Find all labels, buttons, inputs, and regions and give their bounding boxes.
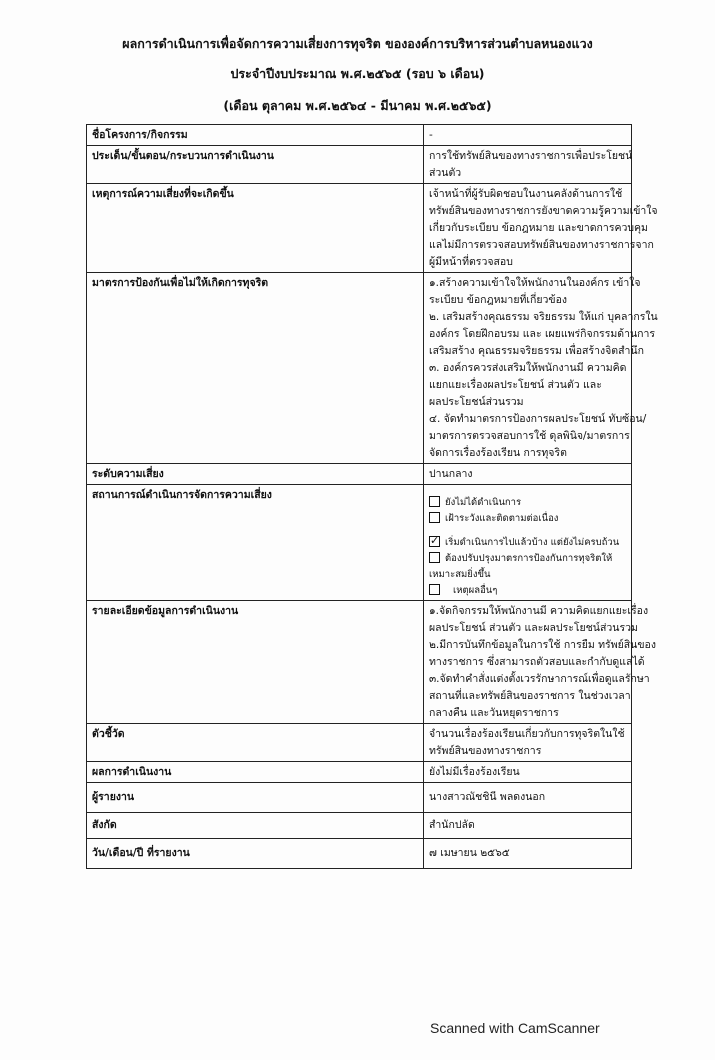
text-line: การใช้ทรัพย์สินของทางราชการเพื่อประโยชน์ — [429, 150, 633, 162]
checkbox-unchecked-icon[interactable] — [429, 584, 440, 595]
label-result: ผลการดำเนินงาน — [87, 762, 424, 783]
text-line: แลไม่มีการตรวจสอบทรัพย์สินของทางราชการจาก — [429, 239, 654, 251]
row-project — [87, 125, 632, 146]
text-line: จัดการเรื่องร้องเรียน การทุจริต — [429, 447, 567, 459]
checkbox-unchecked-icon[interactable] — [429, 512, 440, 523]
text-line: เจ้าหน้าที่ผู้รับผิดชอบในงานคลังด้านการใช้ — [429, 188, 623, 200]
text-line: ๓.จัดทำคำสั่งแต่งตั้งเวรรักษาการณ์เพื่อดูแลรักษา — [429, 673, 650, 685]
row-report-date — [87, 839, 632, 869]
text-line: องค์กร โดยฝึกอบรม และ เผยแพร่กิจกรรมด้านการ — [429, 328, 656, 340]
checkbox-unchecked-icon[interactable] — [429, 496, 440, 507]
label-reporter: ผู้รายงาน — [87, 783, 424, 813]
label-details: รายละเอียดข้อมูลการดำเนินงาน — [87, 601, 424, 724]
option-label: เหมาะสมยิ่งขึ้น — [429, 569, 491, 580]
value-issue — [424, 146, 632, 184]
row-status — [87, 485, 632, 601]
row-prevention — [87, 273, 632, 464]
text-line: ระเบียบ ข้อกฎหมายที่เกี่ยวข้อง — [429, 294, 567, 306]
label-risk-event: เหตุการณ์ความเสี่ยงที่จะเกิดขึ้น — [87, 184, 424, 273]
value-risk-event — [424, 184, 658, 273]
label-prevention: มาตรการป้องกันเพื่อไม่ให้เกิดการทุจริต — [87, 273, 424, 464]
checkbox-unchecked-icon[interactable] — [429, 552, 440, 563]
label-project: ชื่อโครงการ/กิจกรรม — [87, 125, 424, 146]
row-affiliation — [87, 813, 632, 839]
status-option-partially-done[interactable] — [429, 535, 626, 551]
status-option-improve-measures-cont — [429, 567, 626, 583]
label-status: สถานการณ์ดำเนินการจัดการความเสี่ยง — [87, 485, 424, 601]
status-option-improve-measures[interactable] — [429, 551, 626, 567]
label-affiliation: สังกัด — [87, 813, 424, 839]
value-project: - — [424, 125, 632, 146]
risk-report-table — [86, 124, 658, 869]
option-label: เริ่มดำเนินการไปแล้วบ้าง แต่ยังไม่ครบถ้วน — [445, 537, 620, 548]
value-details — [424, 601, 656, 724]
text-line: ผู้มีหน้าที่ตรวจสอบ — [429, 256, 513, 268]
text-line: ๑.จัดกิจกรรมให้พนักงานมี ความคิดแยกแยะเรื่อง — [429, 605, 649, 617]
value-indicator — [424, 724, 632, 762]
checkbox-checked-icon[interactable] — [429, 536, 440, 547]
status-option-monitoring[interactable] — [429, 511, 626, 527]
row-risk-level — [87, 464, 632, 485]
row-details — [87, 601, 632, 724]
text-line: ๓. องค์กรควรส่งเสริมให้พนักงานมี ความคิด — [429, 362, 627, 374]
row-reporter — [87, 783, 632, 813]
value-reporter: นางสาวณัชชินี พลดงนอก — [424, 783, 632, 813]
text-line: ๑.สร้างความเข้าใจให้พนักงานในองค์กร เข้าใจ — [429, 277, 641, 289]
text-line: ผลประโยชน์ส่วนรวม — [429, 396, 524, 408]
text-line: ส่วนตัว — [429, 167, 462, 179]
text-line: จำนวนเรื่องร้องเรียนเกี่ยวกับการทุจริตในใช้ — [429, 728, 625, 740]
row-risk-event — [87, 184, 632, 273]
title-line-1: ผลการดำเนินการเพื่อจัดการความเสี่ยงการทุจริต ขององค์การบริหารส่วนตำบลหนองแวง — [122, 36, 593, 51]
status-options — [429, 487, 626, 599]
option-label: เฝ้าระวังและติดตามต่อเนื่อง — [445, 513, 559, 524]
option-label: ต้องปรับปรุงมาตรการป้องกันการทุจริตให้ — [445, 553, 613, 564]
text-line: ผลประโยชน์ ส่วนตัว และผลประโยชน์ส่วนรวม — [429, 622, 638, 634]
text-line: ทางราชการ ซึ่งสามารถตัวสอบและกำกับดูแลได้ — [429, 656, 645, 668]
label-indicator: ตัวชี้วัด — [87, 724, 424, 762]
title-line-2: ประจำปีงบประมาณ พ.ศ.๒๕๖๕ (รอบ ๖ เดือน) — [230, 66, 485, 81]
text-line: ทรัพย์สินของทางราชการ — [429, 745, 542, 757]
value-report-date: ๗ เมษายน ๒๕๖๕ — [424, 839, 632, 869]
label-risk-level: ระดับความเสี่ยง — [87, 464, 424, 485]
camscanner-watermark: Scanned with CamScanner — [430, 1020, 600, 1036]
title-line-3: (เดือน ตุลาคม พ.ศ.๒๕๖๔ - มีนาคม พ.ศ.๒๕๖๕) — [223, 98, 492, 113]
value-prevention — [424, 273, 658, 464]
label-report-date: วัน/เดือน/ปี ที่รายงาน — [87, 839, 424, 869]
text-line: มาตรการตรวจสอบการใช้ ดุลพินิจ/มาตรการ — [429, 430, 630, 442]
value-risk-level: ปานกลาง — [424, 464, 632, 485]
option-label: ยังไม่ได้ดำเนินการ — [445, 497, 522, 508]
option-label: เหตุผลอื่นๆ — [453, 585, 498, 596]
label-issue: ประเด็น/ขั้นตอน/กระบวนการดำเนินงาน — [87, 146, 424, 184]
value-status — [424, 485, 632, 601]
text-line: ๒.มีการบันทึกข้อมูลในการใช้ การยืม ทรัพย์สินของ — [429, 639, 656, 651]
text-line: สถานที่และทรัพย์สินของราชการ ในช่วงเวลา — [429, 690, 631, 702]
text-line: กลางคืน และวันหยุดราชการ — [429, 707, 559, 719]
text-line: เสริมสร้าง คุณธรรมจริยธรรม เพื่อสร้างจิตสำนึก — [429, 345, 644, 357]
text-line: ๒. เสริมสร้างคุณธรรม จริยธรรม ให้แก่ บุคลากรใน — [429, 311, 658, 323]
status-option-other[interactable] — [429, 583, 626, 599]
row-indicator — [87, 724, 632, 762]
status-option-not-started[interactable] — [429, 495, 626, 511]
value-result: ยังไม่มีเรื่องร้องเรียน — [424, 762, 632, 783]
text-line: ทรัพย์สินของทางราชการยังขาดความรู้ความเข้าใจ — [429, 205, 658, 217]
text-line: ๔. จัดทำมาตรการป้องการผลประโยชน์ ทับซ้อน/ — [429, 413, 647, 425]
text-line: แยกแยะเรื่องผลประโยชน์ ส่วนตัว และ — [429, 379, 602, 391]
row-result — [87, 762, 632, 783]
value-affiliation: สำนักปลัด — [424, 813, 632, 839]
row-issue — [87, 146, 632, 184]
text-line: เกี่ยวกับระเบียบ ข้อกฎหมาย และขาดการควบคุม — [429, 222, 648, 234]
